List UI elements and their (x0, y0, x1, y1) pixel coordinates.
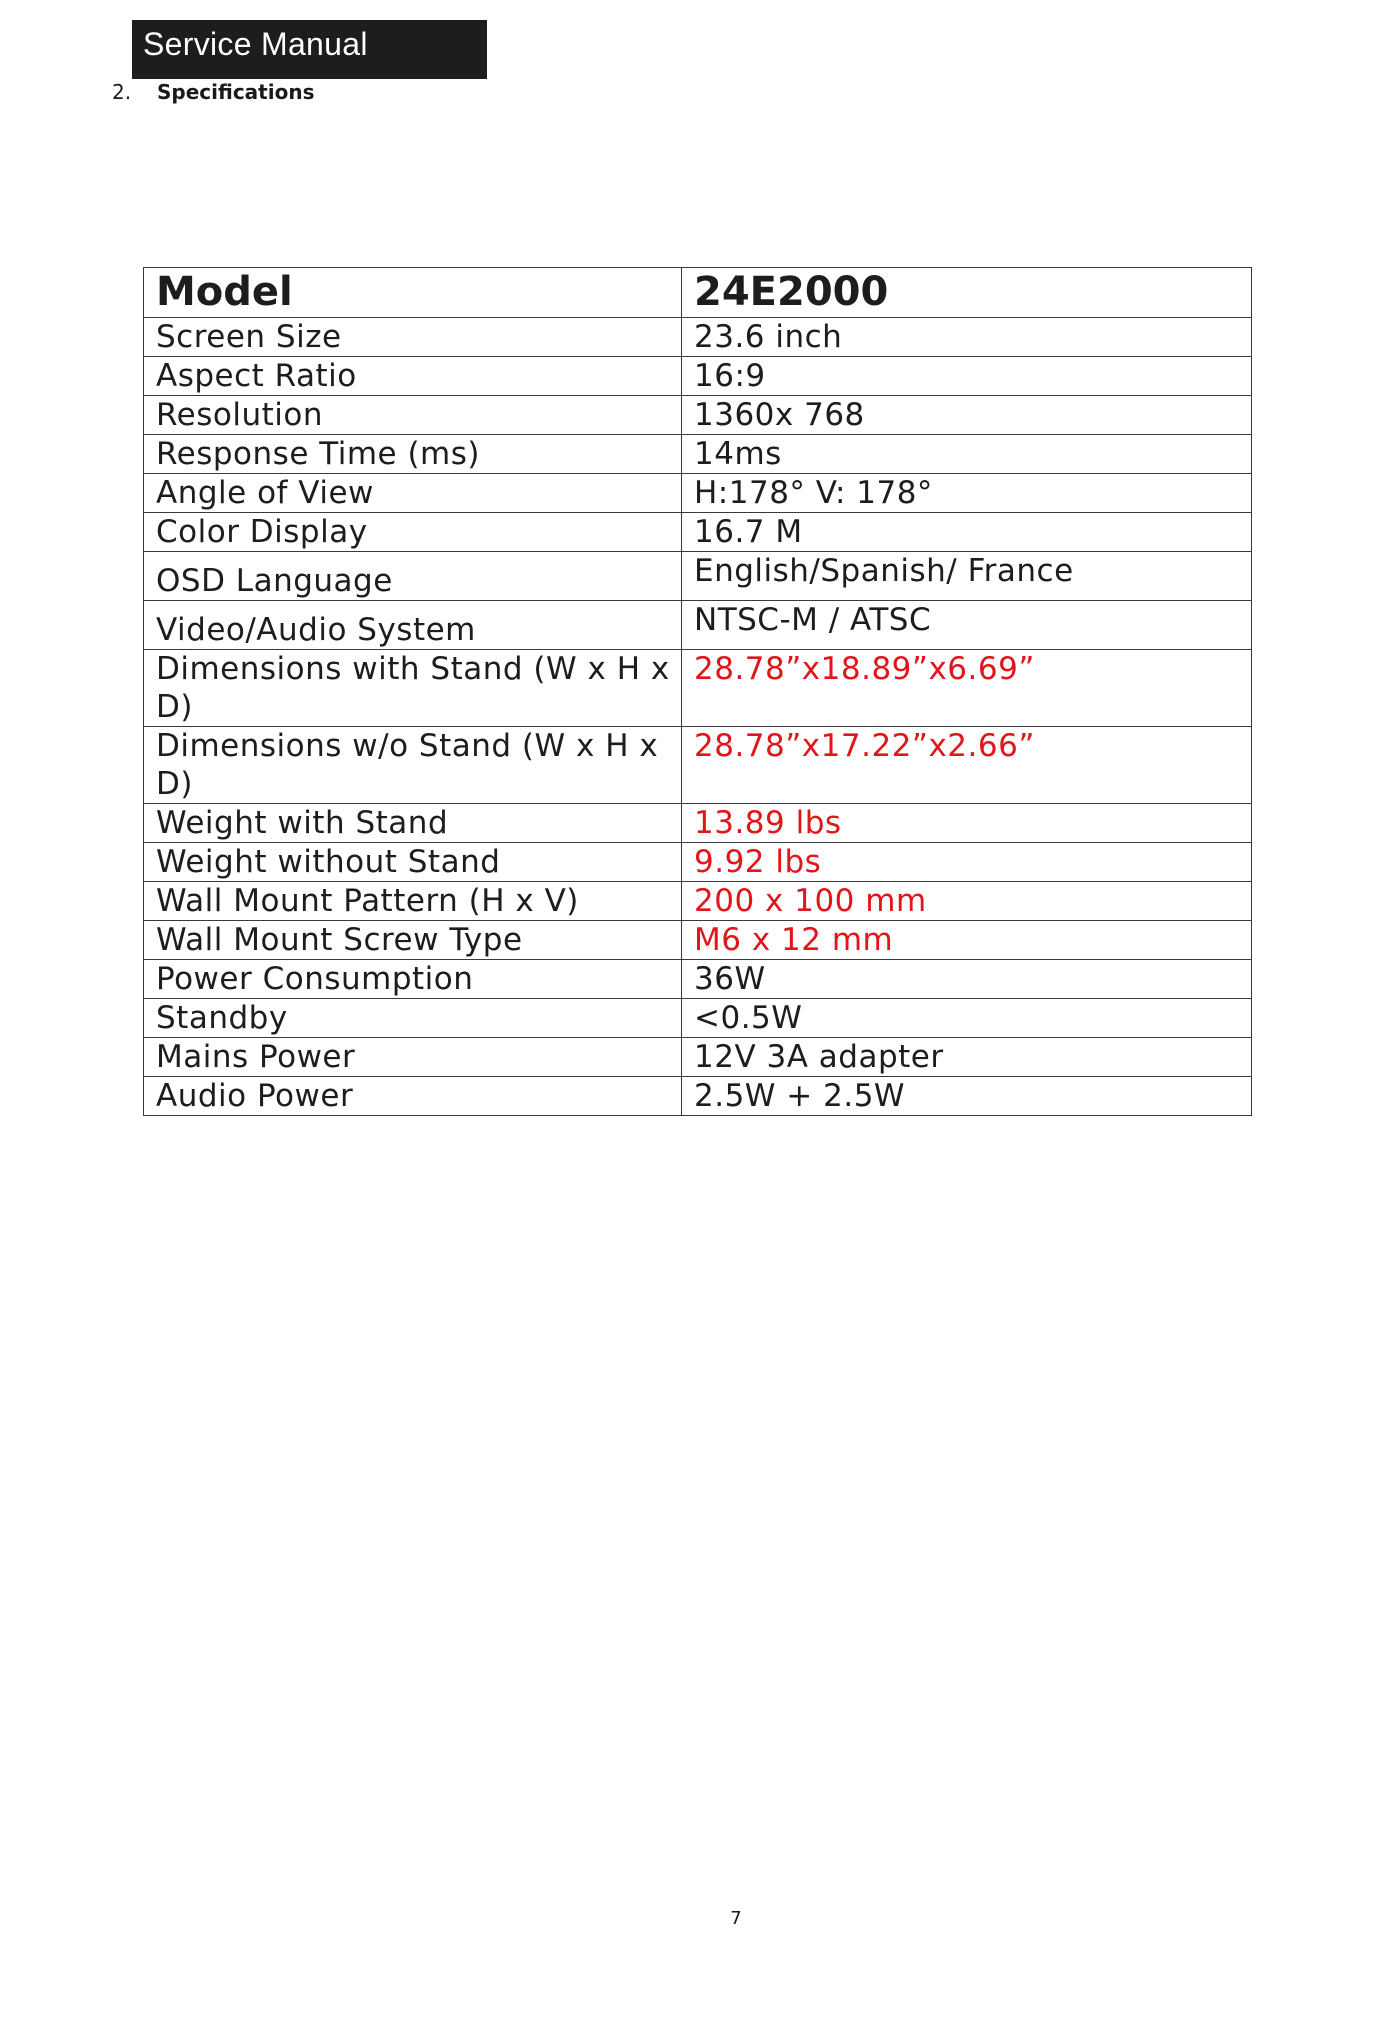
row-label: Audio Power (144, 1077, 682, 1116)
table-row (144, 804, 1252, 843)
row-value: 28.78”x17.22”x2.66” (682, 727, 1252, 804)
service-manual-banner (132, 20, 487, 79)
row-label: Standby (144, 999, 682, 1038)
table-row (144, 474, 1252, 513)
row-value: NTSC-M / ATSC (682, 601, 1252, 650)
table-row (144, 1077, 1252, 1116)
banner-title: Service Manual (143, 26, 368, 62)
table-row (144, 960, 1252, 999)
row-label: Color Display (144, 513, 682, 552)
table-row (144, 318, 1252, 357)
table-row (144, 396, 1252, 435)
page-number: 7 (730, 1908, 742, 1929)
row-value: H:178° V: 178° (682, 474, 1252, 513)
table-header-row (144, 268, 1252, 318)
table-row (144, 552, 1252, 601)
row-label: Response Time (ms) (144, 435, 682, 474)
header-value: 24E2000 (682, 268, 1252, 318)
row-value: 23.6 inch (682, 318, 1252, 357)
row-value: 14ms (682, 435, 1252, 474)
row-label: Video/Audio System (144, 601, 682, 650)
table-row (144, 1038, 1252, 1077)
table-row (144, 727, 1252, 804)
table-row (144, 601, 1252, 650)
row-label: Screen Size (144, 318, 682, 357)
row-label: Mains Power (144, 1038, 682, 1077)
section-title: Specifications (157, 80, 315, 104)
row-value: English/Spanish/ France (682, 552, 1252, 601)
row-label: Dimensions w/o Stand (W x H x D) (144, 727, 682, 804)
section-number: 2. (112, 80, 132, 104)
table-row (144, 921, 1252, 960)
row-label: Aspect Ratio (144, 357, 682, 396)
row-value: 16:9 (682, 357, 1252, 396)
row-label: Wall Mount Screw Type (144, 921, 682, 960)
row-label: Weight with Stand (144, 804, 682, 843)
table-row (144, 513, 1252, 552)
row-label: OSD Language (144, 552, 682, 601)
row-value: 9.92 lbs (682, 843, 1252, 882)
row-value: 200 x 100 mm (682, 882, 1252, 921)
row-value: <0.5W (682, 999, 1252, 1038)
header-label: Model (144, 268, 682, 318)
specifications-table (143, 267, 1252, 1116)
row-value: 36W (682, 960, 1252, 999)
row-label: Power Consumption (144, 960, 682, 999)
row-value: 13.89 lbs (682, 804, 1252, 843)
row-label: Weight without Stand (144, 843, 682, 882)
row-value: 12V 3A adapter (682, 1038, 1252, 1077)
row-label: Wall Mount Pattern (H x V) (144, 882, 682, 921)
section-heading (112, 80, 314, 104)
table-row (144, 357, 1252, 396)
table-row (144, 843, 1252, 882)
table-row (144, 650, 1252, 727)
row-label: Dimensions with Stand (W x H x D) (144, 650, 682, 727)
row-label: Angle of View (144, 474, 682, 513)
row-value: 16.7 M (682, 513, 1252, 552)
table-row (144, 435, 1252, 474)
row-value: M6 x 12 mm (682, 921, 1252, 960)
row-value: 1360x 768 (682, 396, 1252, 435)
table-row (144, 882, 1252, 921)
row-value: 2.5W + 2.5W (682, 1077, 1252, 1116)
row-value: 28.78”x18.89”x6.69” (682, 650, 1252, 727)
table-row (144, 999, 1252, 1038)
row-label: Resolution (144, 396, 682, 435)
